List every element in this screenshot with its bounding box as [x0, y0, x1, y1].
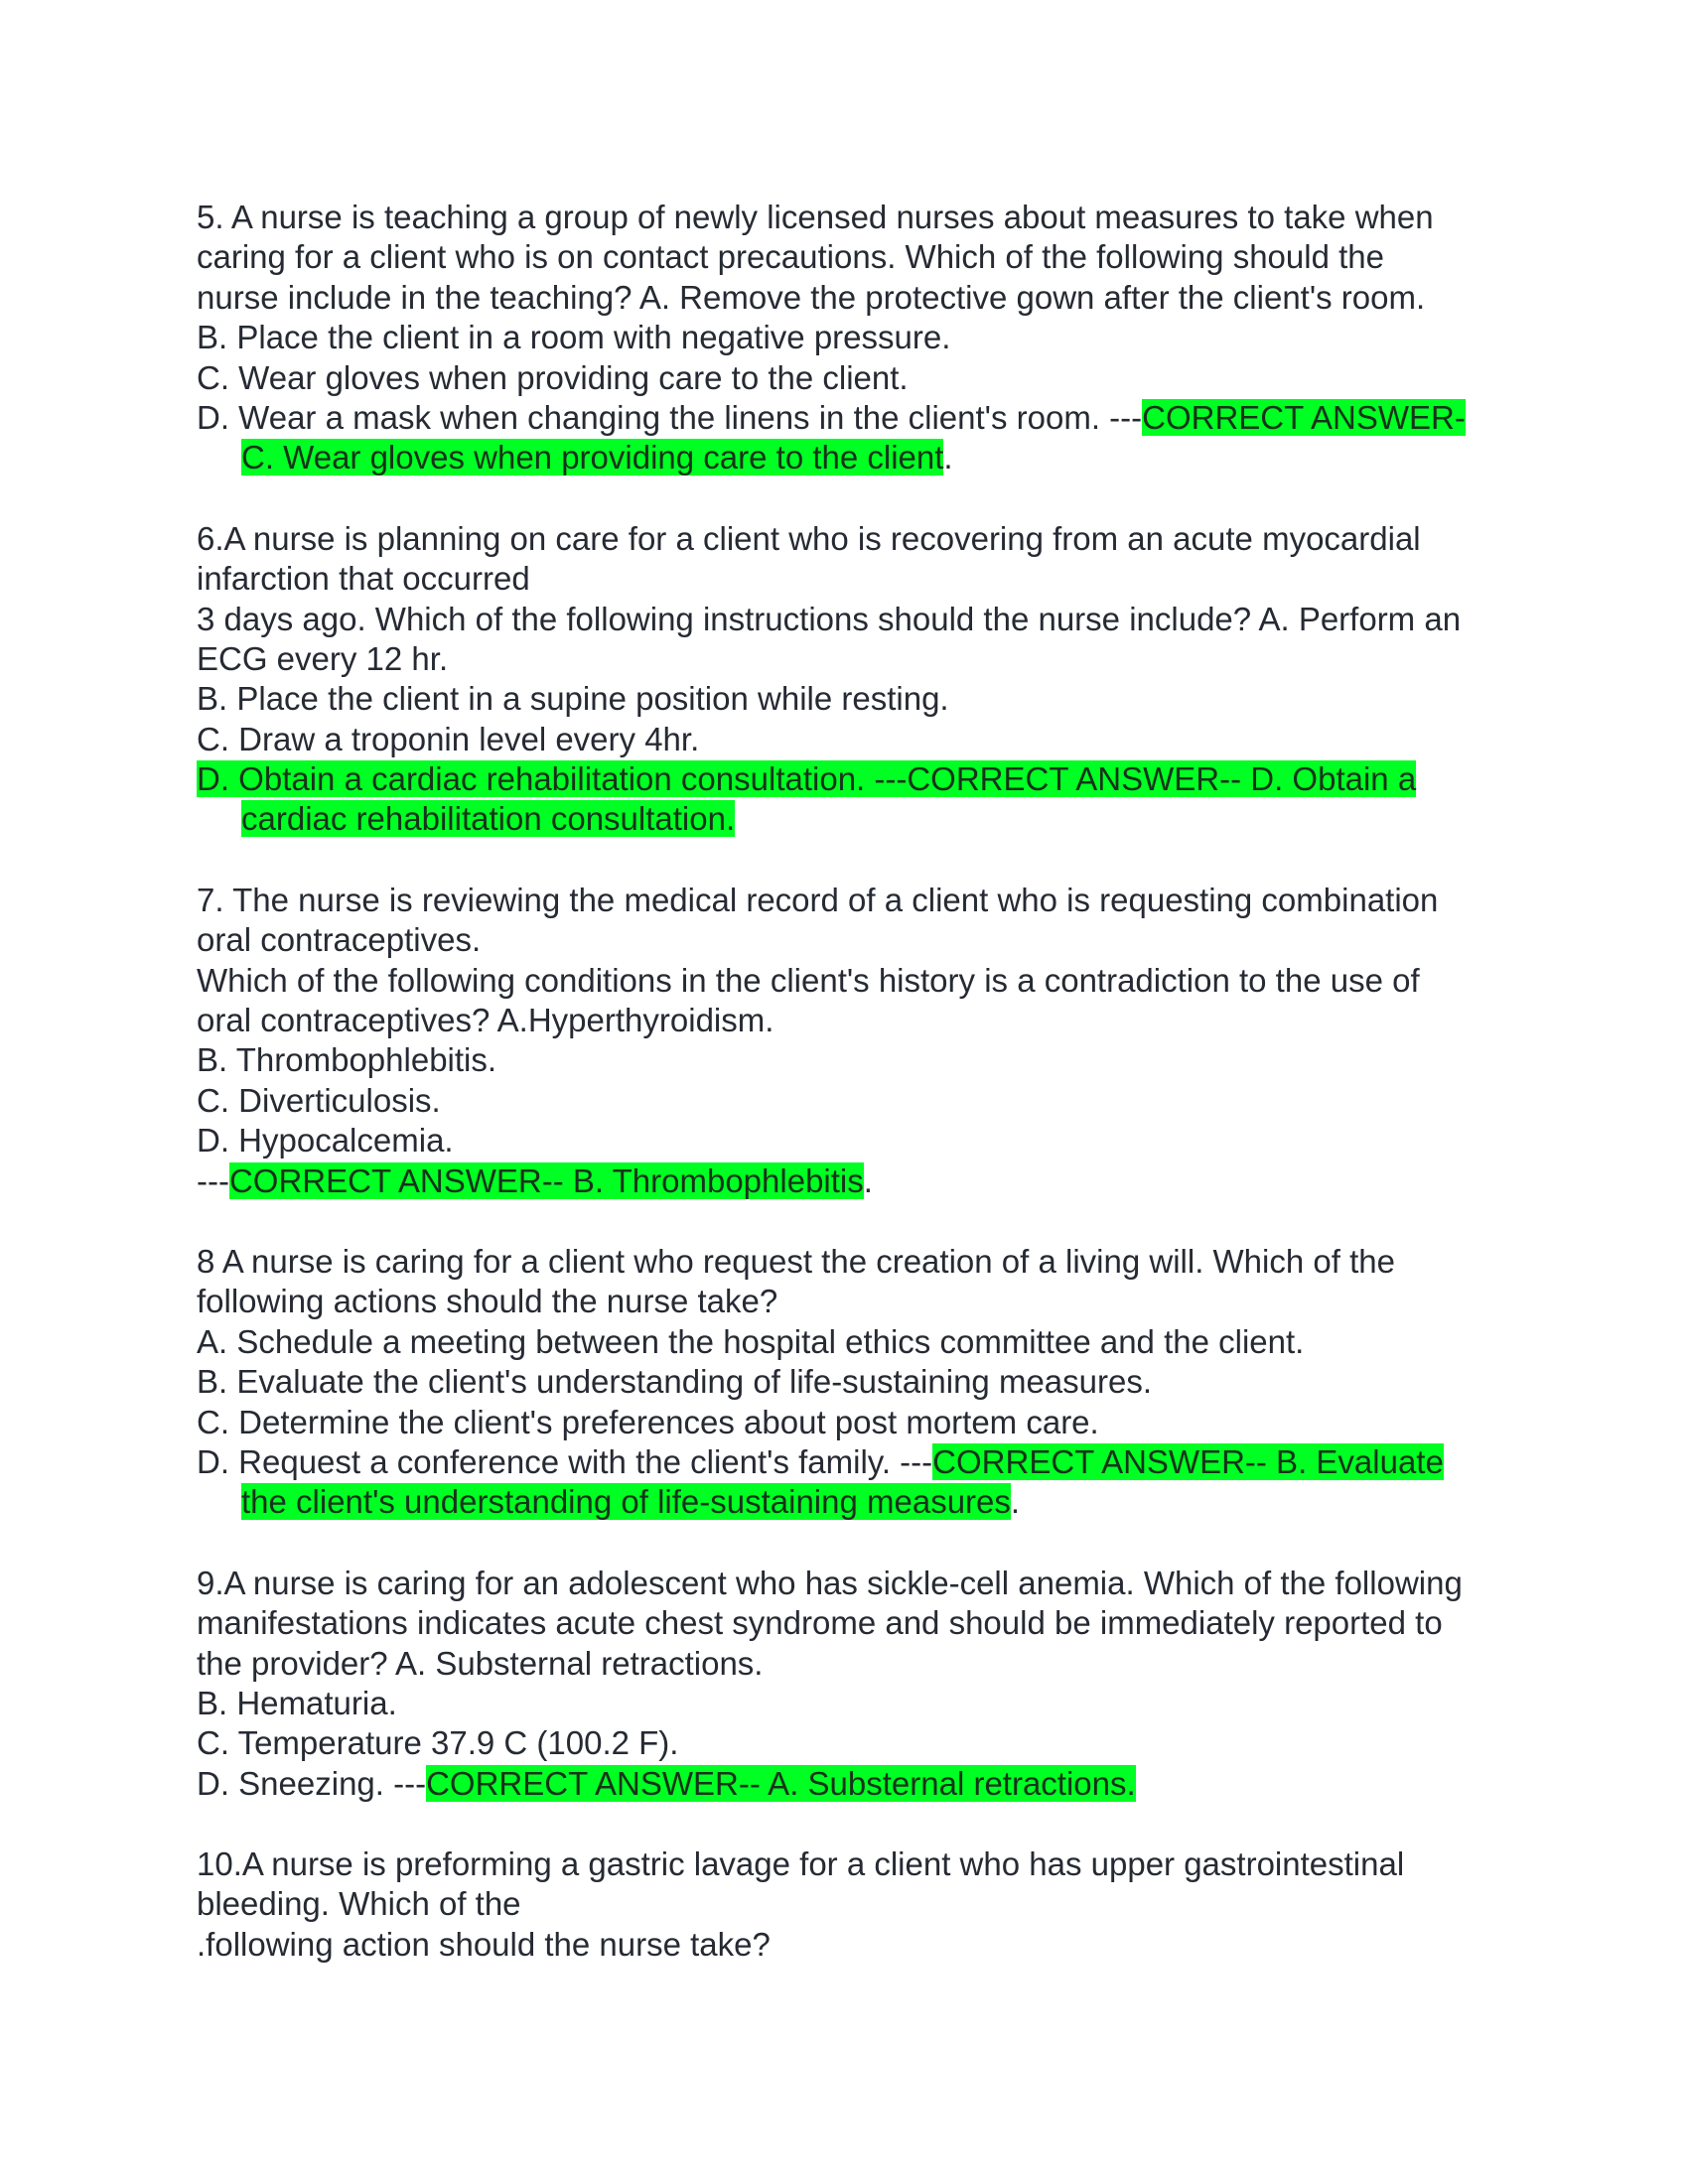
option-d-with-answer: [197, 398, 1497, 438]
option-c: C. Determine the client's preferences about post mortem care.: [197, 1403, 1099, 1440]
correct-answer-highlight: CORRECT ANSWER-- B. Evaluate: [932, 1442, 1444, 1480]
option-c: C. Wear gloves when providing care to the client.: [197, 358, 909, 396]
option-c: C. Draw a troponin level every 4hr.: [197, 720, 700, 757]
question-5: [197, 198, 1497, 478]
question-text-line: Which of the following conditions in the client's history is a contradiction to the use of: [197, 961, 1420, 999]
question-text-line: ECG every 12 hr.: [197, 639, 449, 677]
option-d-text: D. Wear a mask when changing the linens in the client's room. ---: [197, 398, 1143, 436]
option-d-text: D. Sneezing. ---: [197, 1764, 427, 1802]
question-text-line: 6.A nurse is planning on care for a client who is recovering from an acute myocardial: [197, 519, 1421, 557]
correct-answer-highlight: D. Obtain a cardiac rehabilitation consultation. ---CORRECT ANSWER-- D. Obtain a: [197, 760, 1417, 798]
question-text-line: 8 A nurse is caring for a client who request the creation of a living will. Which of the: [197, 1242, 1395, 1280]
option-c: C. Diverticulosis.: [197, 1081, 441, 1119]
option-a: A. Schedule a meeting between the hospital ethics committee and the client.: [197, 1322, 1305, 1360]
correct-answer-highlight: CORRECT ANSWER-- A. Substernal retractions.: [426, 1764, 1136, 1802]
option-d-with-answer: [197, 759, 1497, 799]
question-7: [197, 881, 1497, 1201]
option-b: B. Place the client in a room with negative pressure.: [197, 319, 951, 356]
correct-answer-highlight: C. Wear gloves when providing care to the client: [241, 439, 944, 477]
question-8: [197, 1242, 1497, 1523]
question-9: [197, 1564, 1497, 1804]
document-page: [197, 198, 1497, 2005]
question-text-line: caring for a client who is on contact precautions. Which of the following should the: [197, 238, 1384, 276]
question-text-line: 9.A nurse is caring for an adolescent who has sickle-cell anemia. Which of the following: [197, 1564, 1463, 1601]
question-10: [197, 1844, 1497, 1965]
question-6: [197, 519, 1497, 840]
question-text-line: nurse include in the teaching? A. Remove the protective gown after the client's room.: [197, 278, 1426, 316]
question-text-line: 3 days ago. Which of the following instructions should the nurse include? A. Perform an: [197, 600, 1462, 637]
question-text-line: 5. A nurse is teaching a group of newly licensed nurses about measures to take when: [197, 199, 1434, 235]
answer-continuation: [197, 799, 1497, 839]
answer-dashes: ---: [197, 1161, 229, 1199]
question-text-line: following actions should the nurse take?: [197, 1283, 778, 1320]
question-text-line: oral contraceptives? A.Hyperthyroidism.: [197, 1002, 774, 1039]
answer-continuation: [197, 438, 1497, 478]
option-d-with-answer: [197, 1764, 1497, 1804]
option-d-with-answer: [197, 1442, 1497, 1482]
answer-period: .: [863, 1161, 873, 1199]
option-b: B. Hematuria.: [197, 1684, 397, 1721]
answer-period: .: [943, 439, 953, 477]
answer-continuation: [197, 1482, 1497, 1522]
answer-line: [197, 1161, 1497, 1201]
question-text-line: oral contraceptives.: [197, 921, 482, 959]
question-text-line: the provider? A. Substernal retractions.: [197, 1644, 764, 1682]
option-b: B. Thrombophlebitis.: [197, 1041, 497, 1079]
question-text-line: .following action should the nurse take?: [197, 1925, 771, 1963]
question-text-line: manifestations indicates acute chest syndrome and should be immediately reported to: [197, 1604, 1443, 1642]
question-text-line: infarction that occurred: [197, 560, 530, 598]
correct-answer-highlight: the client's understanding of life-sustaining measures: [241, 1483, 1011, 1521]
option-c: C. Temperature 37.9 C (100.2 F).: [197, 1724, 679, 1762]
option-d: D. Hypocalcemia.: [197, 1122, 454, 1160]
question-text-line: bleeding. Which of the: [197, 1885, 521, 1923]
question-text-line: 7. The nurse is reviewing the medical record of a client who is requesting combination: [197, 881, 1439, 918]
correct-answer-highlight: CORRECT ANSWER-- B. Thrombophlebitis: [228, 1161, 864, 1199]
correct-answer-highlight: CORRECT ANSWER-: [1142, 398, 1466, 436]
option-d-text: D. Request a conference with the client's family. ---: [197, 1442, 933, 1480]
question-text-line: 10.A nurse is preforming a gastric lavage for a client who has upper gastrointestinal: [197, 1845, 1405, 1883]
correct-answer-highlight: cardiac rehabilitation consultation.: [241, 800, 736, 838]
option-b: B. Place the client in a supine position while resting.: [197, 680, 949, 718]
option-b: B. Evaluate the client's understanding of life-sustaining measures.: [197, 1363, 1153, 1401]
answer-period: .: [1010, 1483, 1021, 1521]
